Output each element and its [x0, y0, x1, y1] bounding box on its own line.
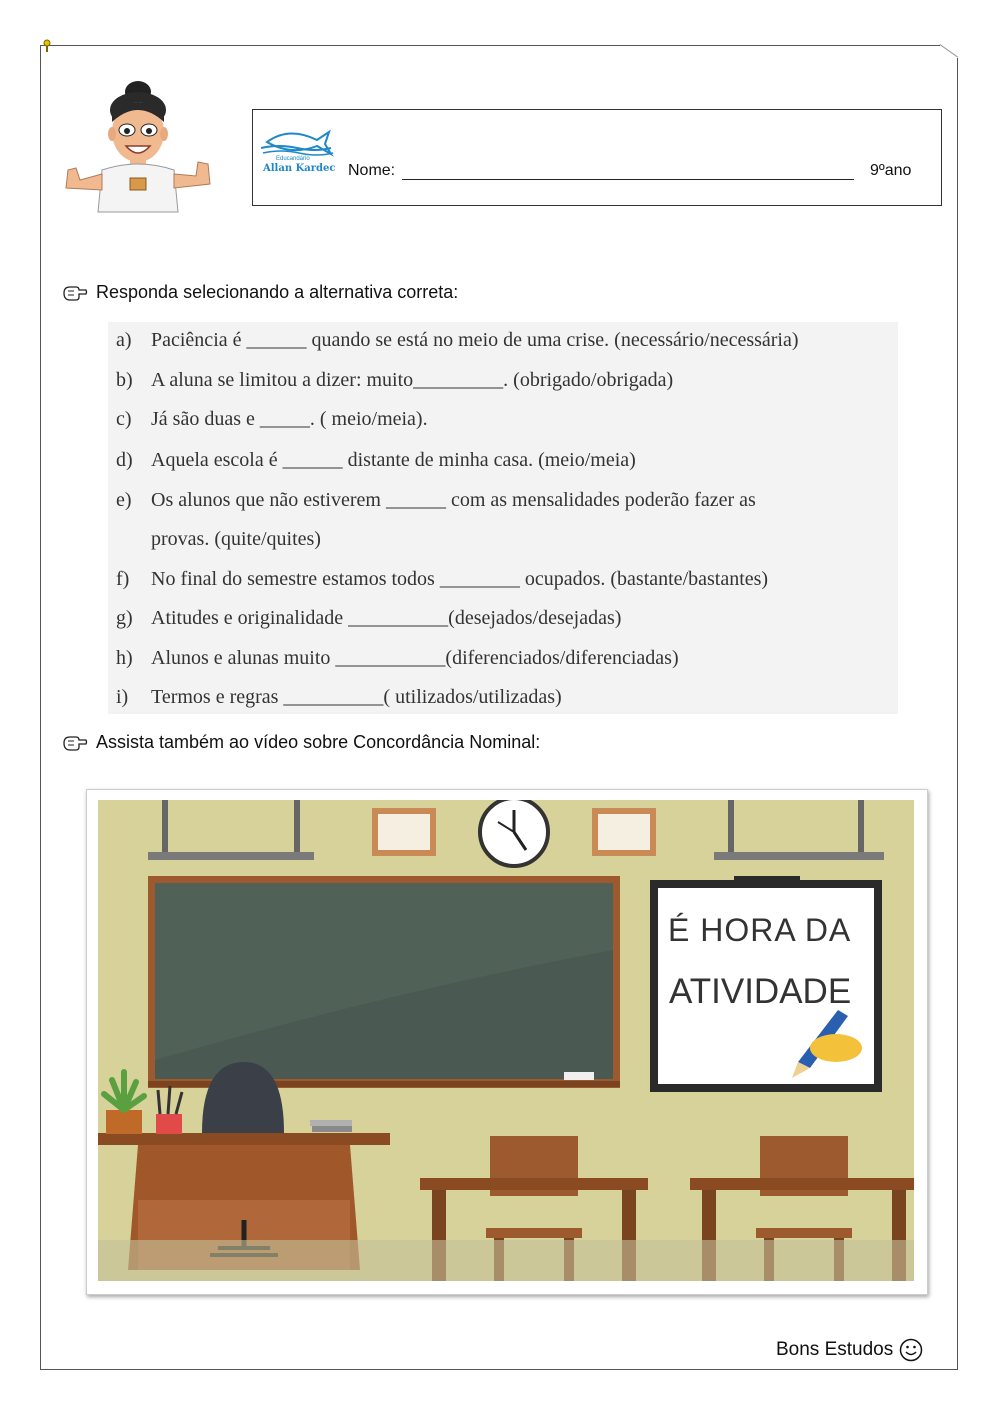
pin-icon	[43, 39, 51, 53]
logo-small-text: Educandário	[276, 156, 310, 162]
footer-text: Bons Estudos	[776, 1339, 894, 1360]
whiteboard-line-1: É HORA DA	[668, 912, 852, 948]
name-input-line[interactable]	[402, 179, 854, 180]
lamp-rod	[162, 800, 168, 852]
exercise-item: g) Atitudes e originalidade __________(desejados/desejadas)	[116, 607, 622, 629]
teacher-avatar	[58, 70, 218, 220]
wall-picture-inner	[378, 814, 430, 850]
exercise-item: h) Alunos e alunas muito ___________(diferenciados/diferenciadas)	[116, 647, 679, 669]
instruction-1	[62, 282, 458, 303]
wall-picture-inner	[598, 814, 650, 850]
exercise-item: i) Termos e regras __________( utilizados/utilizadas)	[116, 686, 562, 708]
instruction-2-text: Assista também ao vídeo sobre Concordância Nominal:	[96, 732, 541, 752]
writing-hand-icon	[62, 733, 88, 753]
ceiling-lamp	[714, 852, 884, 860]
exercise-item: c) Já são duas e _____. ( meio/meia).	[116, 408, 428, 430]
name-label: Nome:	[348, 162, 396, 179]
header-box	[252, 109, 942, 206]
exercise-item: d) Aquela escola é ______ distante de minha casa. (meio/meia)	[116, 449, 636, 471]
book	[310, 1120, 352, 1126]
smiley-icon	[899, 1338, 923, 1362]
logo-name: Allan Kardec	[263, 163, 336, 174]
book	[312, 1126, 352, 1132]
lamp-rod	[728, 800, 734, 852]
pencil-cup	[156, 1114, 182, 1134]
floor	[98, 1240, 914, 1281]
plant-pot	[106, 1110, 142, 1134]
grade-label: 9ºano	[870, 162, 912, 179]
classroom-illustration[interactable]	[98, 800, 914, 1281]
clock-icon	[480, 800, 548, 866]
teacher-desk-top	[98, 1133, 390, 1145]
exercise-item-continuation: provas. (quite/quites)	[151, 528, 321, 550]
footer	[776, 1338, 923, 1362]
exercise-item: a) Paciência é ______ quando se está no meio de uma crise. (necessário/necessária)	[116, 329, 799, 351]
exercise-item: f) No final do semestre estamos todos ________ ocupados. (bastante/bastantes)	[116, 568, 769, 590]
exercise-item: b) A aluna se limitou a dizer: muito_________. (obrigado/obrigada)	[116, 369, 674, 391]
exercise-item: e) Os alunos que não estiverem ______ com as mensalidades poderão fazer as	[116, 489, 756, 511]
instruction-2	[62, 732, 540, 753]
lamp-rod	[294, 800, 300, 852]
instruction-1-text: Responda selecionando a alternativa correta:	[96, 282, 459, 302]
lamp-rod	[858, 800, 864, 852]
whiteboard-line-2: ATIVIDADE	[669, 972, 852, 1011]
eraser	[564, 1072, 594, 1080]
writing-hand-icon	[62, 283, 88, 303]
ceiling-lamp	[148, 852, 314, 860]
